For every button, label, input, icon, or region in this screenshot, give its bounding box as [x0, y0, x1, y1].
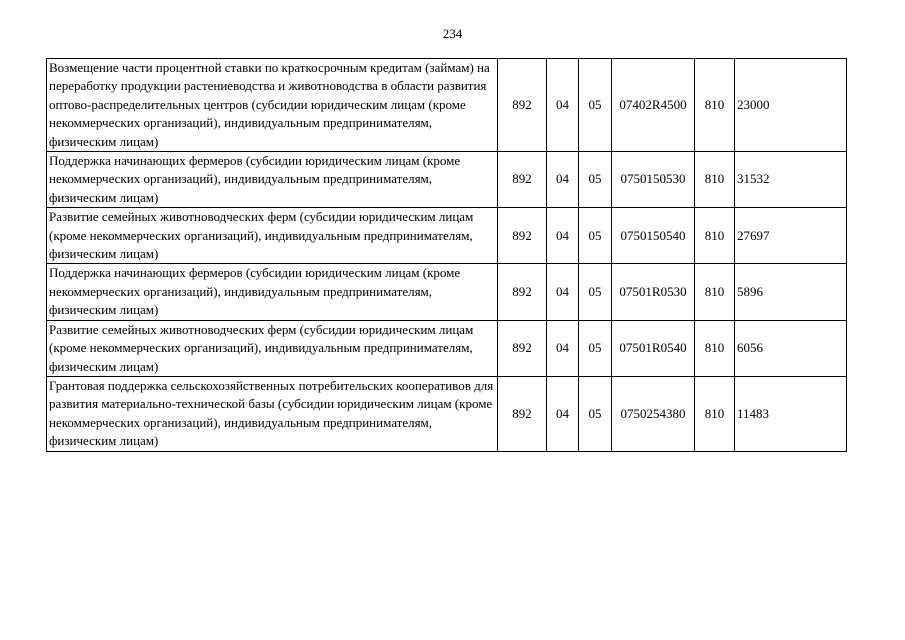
section-code: 04: [547, 264, 579, 320]
ministry-code: 892: [498, 376, 547, 451]
amount: 11483: [735, 376, 847, 451]
table-row: [47, 320, 847, 376]
page-number: 234: [442, 26, 463, 41]
expense-type-code: 810: [695, 264, 735, 320]
target-article-code: 0750254380: [612, 376, 695, 451]
subsection-code: 05: [579, 264, 612, 320]
ministry-code: 892: [498, 152, 547, 208]
target-article-code: 07501R0540: [612, 320, 695, 376]
expense-type-code: 810: [695, 376, 735, 451]
amount: 31532: [735, 152, 847, 208]
ministry-code: 892: [498, 59, 547, 152]
target-article-code: 0750150540: [612, 208, 695, 264]
target-article-code: 07402R4500: [612, 59, 695, 152]
section-code: 04: [547, 59, 579, 152]
ministry-code: 892: [498, 264, 547, 320]
target-article-code: 07501R0530: [612, 264, 695, 320]
section-code: 04: [547, 376, 579, 451]
budget-table: [46, 58, 847, 452]
section-code: 04: [547, 152, 579, 208]
subsection-code: 05: [579, 208, 612, 264]
subsection-code: 05: [579, 152, 612, 208]
table-row: [47, 208, 847, 264]
subsection-code: 05: [579, 320, 612, 376]
subsection-code: 05: [579, 376, 612, 451]
row-description: Грантовая поддержка сельскохозяйственных потребительских кооперативов для развития материально-технической базы (субсидии юридическим лицам (кроме некоммерческих организаций), индивидуальным предпринимателям, физическим лицам): [47, 376, 498, 451]
expense-type-code: 810: [695, 59, 735, 152]
table-row: [47, 376, 847, 451]
amount: 27697: [735, 208, 847, 264]
row-description: Поддержка начинающих фермеров (субсидии юридическим лицам (кроме некоммерческих организаций), индивидуальным предпринимателям, физическим лицам): [47, 264, 498, 320]
target-article-code: 0750150530: [612, 152, 695, 208]
table-row: [47, 264, 847, 320]
section-code: 04: [547, 320, 579, 376]
ministry-code: 892: [498, 320, 547, 376]
table-row: [47, 59, 847, 152]
section-code: 04: [547, 208, 579, 264]
table-row: [47, 152, 847, 208]
expense-type-code: 810: [695, 320, 735, 376]
row-description: Развитие семейных животноводческих ферм (субсидии юридическим лицам (кроме некоммерческих организаций), индивидуальным предпринимателям, физическим лицам): [47, 208, 498, 264]
subsection-code: 05: [579, 59, 612, 152]
amount: 23000: [735, 59, 847, 152]
expense-type-code: 810: [695, 152, 735, 208]
expense-type-code: 810: [695, 208, 735, 264]
row-description: Возмещение части процентной ставки по краткосрочным кредитам (займам) на переработку продукции растениеводства и животноводства в области развития оптово-распределительных центров (субсидии юридическим лицам (кроме некоммерческих организаций), индивидуальным предпринимателям, физическим лицам): [47, 59, 498, 152]
row-description: Развитие семейных животноводческих ферм (субсидии юридическим лицам (кроме некоммерческих организаций), индивидуальным предпринимателям, физическим лицам): [47, 320, 498, 376]
amount: 6056: [735, 320, 847, 376]
row-description: Поддержка начинающих фермеров (субсидии юридическим лицам (кроме некоммерческих организаций), индивидуальным предпринимателям, физическим лицам): [47, 152, 498, 208]
amount: 5896: [735, 264, 847, 320]
ministry-code: 892: [498, 208, 547, 264]
